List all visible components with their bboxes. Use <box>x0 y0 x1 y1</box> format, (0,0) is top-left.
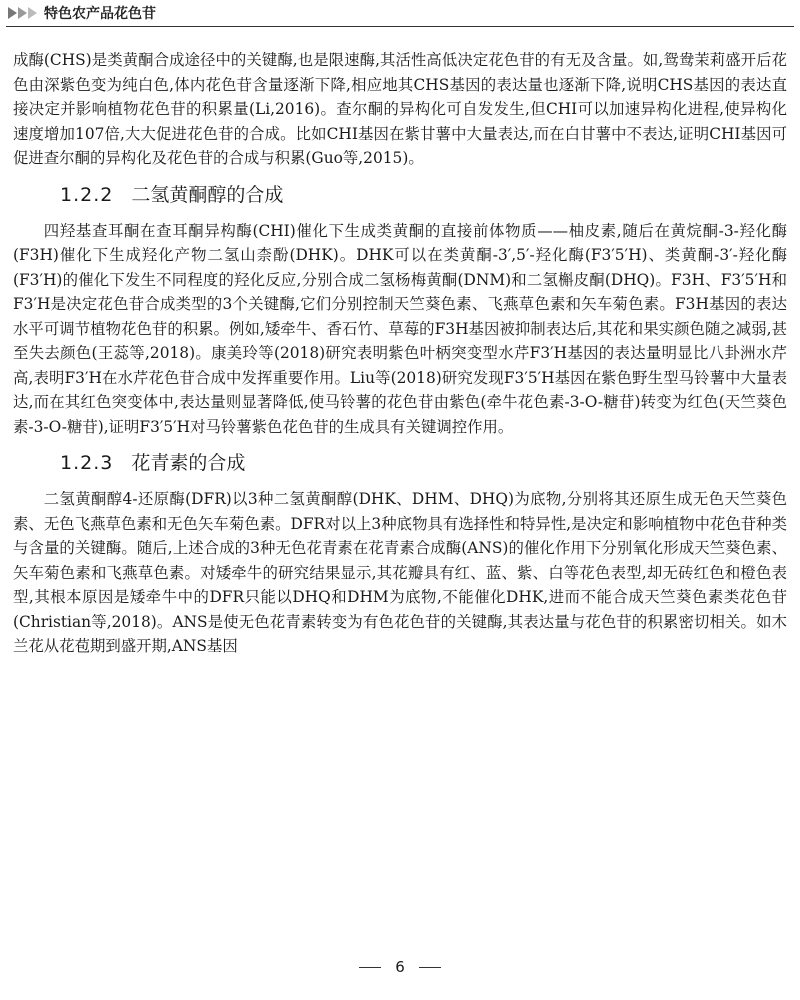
footer-dash-left <box>359 967 381 968</box>
footer-dash-right <box>419 967 441 968</box>
section-heading-1-2-2 <box>13 171 787 219</box>
section-title: 二氢黄酮醇的合成 <box>131 183 284 206</box>
running-header-title: 特色农产品花色苷 <box>44 6 156 22</box>
header-rule <box>6 26 794 27</box>
page-footer <box>0 958 800 976</box>
paragraph-anthocyanidin: 二氢黄酮醇4-还原酶(DFR)以3种二氢黄酮醇(DHK、DHM、DHQ)为底物,分别将其还原生成无色天竺葵色素、无色飞燕草色素和无色矢车菊色素。DFR对以上3种底物具有选择性和特异性,是决定和影响植物中花色苷种类与含量的关键酶。随后,上述合成的3种无色花青素在花青素合成酶(ANS)的催化作用下分别氧化形成天竺葵色素、矢车菊色素和飞燕草色素。对矮牵牛的研究结果显示,其花瓣具有红、蓝、紫、白等花色表型,却无砖红色和橙色表型,其根本原因是矮牵牛中的DFR只能以DHQ和DHM为底物,不能催化DHK,进而不能合成天竺葵色素类花色苷(Christian等,2018)。ANS是使无色花青素转变为有色花色苷的关键酶,其表达量与花色苷的积累密切相关。如木兰花从花苞期到盛开期,ANS基因 <box>13 490 787 655</box>
section-number: 1.2.3 <box>60 452 114 474</box>
section-number: 1.2.2 <box>60 183 114 206</box>
running-header <box>8 2 156 24</box>
page-number: 6 <box>395 958 405 976</box>
paragraph-dihydroflavonol: 四羟基查耳酮在查耳酮异构酶(CHI)催化下生成类黄酮的直接前体物质——柚皮素,随后在黄烷酮-3-羟化酶(F3H)催化下生成羟化产物二氢山柰酚(DHK)。DHK可以在类黄酮-3′,5′-羟化酶(F3′5′H)、类黄酮-3′-羟化酶(F3′H)的催化下发生不同程度的羟化反应,分别合成二氢杨梅黄酮(DNM)和二氢槲皮酮(DHQ)。F3H、F3′5′H和F3′H是决定花色苷合成类型的3个关键酶,它们分别控制天竺葵色素、飞燕草色素和矢车菊色素。F3H基因的表达水平可调节植物花色苷的积累。例如,矮牵牛、香石竹、草莓的F3H基因被抑制表达后,其花和果实颜色随之减弱,甚至失去颜色(王蕊等,2018)。康美玲等(2018)研究表明紫色叶柄突变型水芹F3′H基因的表达量明显比八卦洲水芹高,表明F3′H在水芹花色苷合成中发挥重要作用。Liu等(2018)研究发现F3′5′H基因在紫色野生型马铃薯中大量表达,而在其红色突变体中,表达量则显著降低,使马铃薯的花色苷由紫色(牵牛花色素-3-O-糖苷)转变为红色(天竺葵色素-3-O-糖苷),证明F3′5′H对马铃薯紫色花色苷的生成具有关键调控作用。 <box>13 221 787 436</box>
page-body <box>13 48 787 659</box>
paragraph-continued: 成酶(CHS)是类黄酮合成途径中的关键酶,也是限速酶,其活性高低决定花色苷的有无及含量。如,鸳鸯茉莉盛开后花色由深紫色变为纯白色,体内花色苷含量逐渐下降,相应地其CHS基因的表达量也逐渐下降,说明CHS基因的表达直接决定并影响植物花色苷的积累量(Li,2016)。查尔酮的异构化可自发发生,但CHI可以加速异构化进程,使异构化速度增加107倍,大大促进花色苷的合成。比如CHI基因在紫甘薯中大量表达,而在白甘薯中不表达,证明CHI基因可促进查尔酮的异构化及花色苷的合成与积累(Guo等,2015)。 <box>13 51 787 167</box>
triple-arrow-icon <box>8 7 38 19</box>
section-heading-1-2-3 <box>13 439 787 487</box>
section-title: 花青素的合成 <box>131 452 246 474</box>
